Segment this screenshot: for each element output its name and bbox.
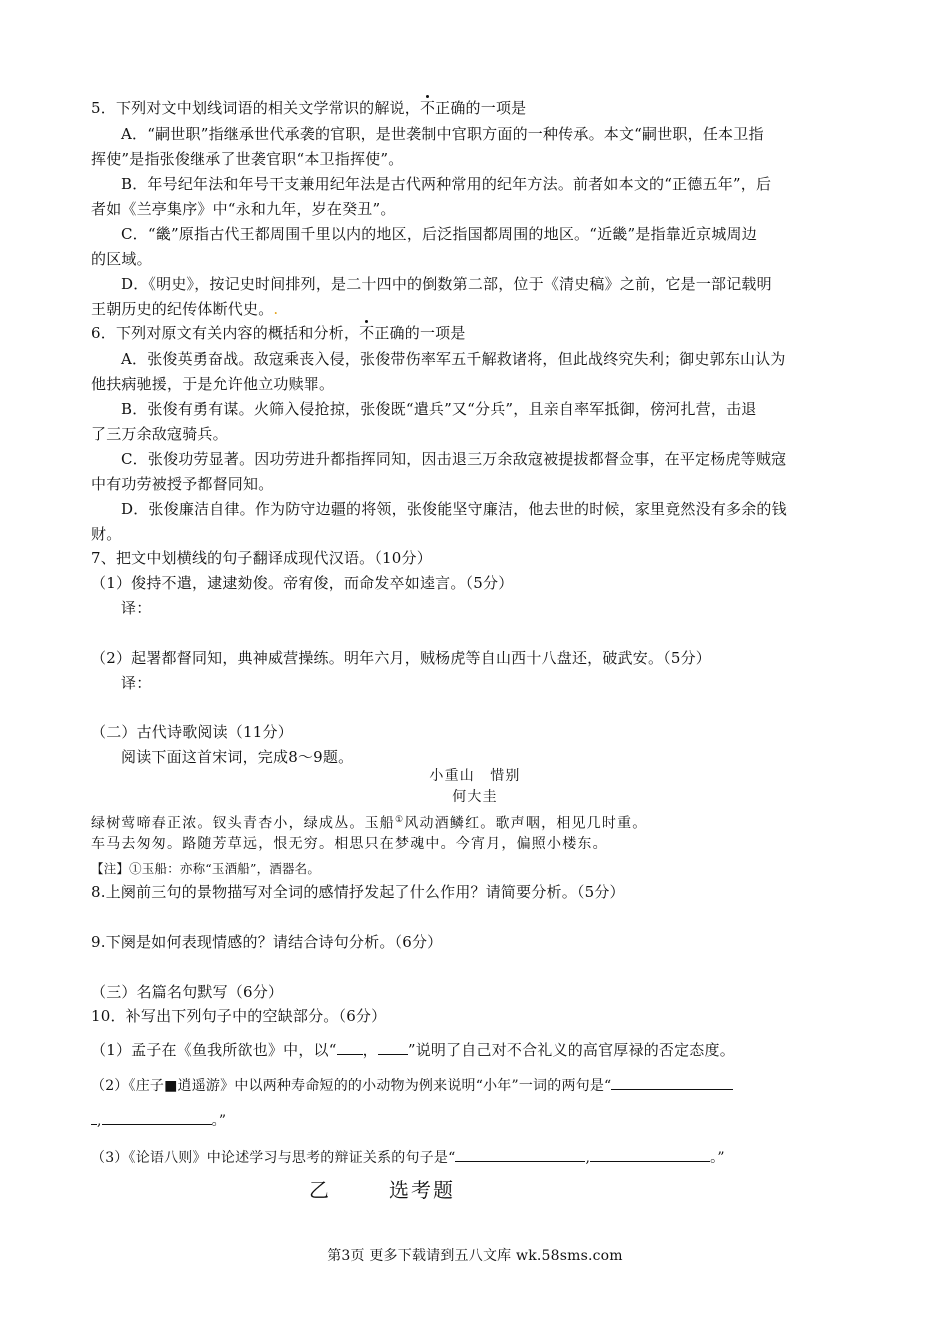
q6-option-c-line1: C．张俊功劳显著。因功劳进升都指挥同知，因击退三万余敌寇被提拔都督佥事，在平定杨虎等贼寇 — [121, 450, 787, 468]
poem-title: 小重山 惜别 — [429, 768, 521, 784]
q5-option-b-line2: 者如《兰亭集序》中“永和九年，岁在癸丑”。 — [91, 200, 396, 218]
q10-blank-2a[interactable] — [611, 1075, 733, 1090]
poem-note: 【注】①玉船：亦称“玉酒船”，酒器名。 — [91, 861, 321, 876]
q7-sentence-2: （2）起署都督同知，典神威营操练。明年六月，贼杨虎等自山西十八盘还，破武安。（5分） — [91, 649, 711, 667]
poem-line-2: 车马去匆匆。路随芳草远，恨无穷。相思只在梦魂中。今宵月，偏照小楼东。 — [91, 836, 608, 852]
q10-blank-1a[interactable] — [337, 1040, 363, 1055]
q10-blank-3a[interactable] — [455, 1147, 585, 1162]
q10-item-3: （3）《论语八则》中论述学习与思考的辩证关系的句子是“ , 。” — [91, 1147, 725, 1168]
q6-option-a-line1: A．张俊英勇奋战。敌寇乘丧入侵，张俊带伤率军五千解救诸将，但此战终究失利；御史郭东山认为 — [121, 350, 786, 368]
poetry-instruction: 阅读下面这首宋词，完成8～9题。 — [121, 748, 354, 766]
q7-translate-label-1: 译： — [121, 599, 152, 617]
q10-blank-2b[interactable] — [102, 1110, 212, 1125]
q5-option-a-line2: 挥使”是指张俊继承了世袭官职“本卫指挥使”。 — [91, 150, 404, 168]
q5-option-c-line1: C．“畿”原指古代王都周围千里以内的地区，后泛指国都周围的地区。“近畿”是指靠近京城周边 — [121, 225, 757, 243]
q6-option-b-line2: 了三万余敌寇骑兵。 — [91, 425, 228, 443]
q10-item-1: （1）孟子在《鱼我所欲也》中，以“ ， ”说明了自己对不合礼义的高官厚禄的否定态度。 — [91, 1041, 735, 1059]
q6-option-d-line1: D．张俊廉洁自律。作为防守边疆的将领，张俊能坚守廉洁，他去世的时候，家里竟然没有多余的钱 — [121, 500, 787, 518]
q10-blank-1b[interactable] — [378, 1040, 408, 1055]
q5-option-d-line1: D．《明史》，按记史时间排列，是二十四中的倒数第二部，位于《清史稿》之前，它是一部记载明 — [121, 275, 772, 293]
question-10-stem: 10．补写出下列句子中的空缺部分。（6分） — [91, 1007, 387, 1025]
poem-line-1: 绿树莺啼春正浓。钗头青杏小，绿成丛。玉船①风动酒鳞红。歌声咽，相见几时重。 — [91, 815, 648, 832]
q6-option-c-line2: 中有功劳被授予都督同知。 — [91, 475, 274, 493]
section-b-title: 选考题 — [389, 1178, 455, 1202]
q5-option-a-line1: A．“嗣世职”指继承世代承袭的官职，是世袭制中官职方面的一种传承。本文“嗣世职，任本卫指 — [121, 125, 764, 143]
q6-option-d-line2: 财。 — [91, 525, 122, 543]
q5-option-d-line2: 王朝历史的纪传体断代史。. — [91, 300, 279, 318]
section-poetry-heading: （二）古代诗歌阅读（11分） — [91, 723, 293, 741]
question-6-stem: 6．下列对原文有关内容的概括和分析，不正确的一项是 — [91, 324, 466, 342]
q5-option-b-line1: B．年号纪年法和年号干支兼用纪年法是古代两种常用的纪年方法。前者如本文的“正德五年”，后 — [121, 175, 772, 193]
q7-sentence-1: （1）俊持不遣，逮逮劾俊。帝宥俊，而命发卒如逵言。（5分） — [91, 574, 514, 592]
section-recitation-heading: （三）名篇名句默写（6分） — [91, 983, 284, 1001]
q5-option-c-line2: 的区域。 — [91, 250, 152, 268]
question-9: 9.下阕是如何表现情感的？请结合诗句分析。（6分） — [91, 933, 443, 951]
q10-item-2-line2: , 。” — [91, 1110, 226, 1131]
question-5-stem: 5．下列对文中划线词语的相关文学常识的解说，不正确的一项是 — [91, 99, 527, 117]
section-b-label: 乙 — [309, 1178, 331, 1202]
page-footer: 第3页 更多下载请到五八文库 wk.58sms.com — [327, 1248, 623, 1264]
q6-option-a-line2: 他扶病驰援，于是允许他立功赎罪。 — [91, 375, 335, 393]
q10-item-2-line1: （2）《庄子■逍遥游》中以两种寿命短的的小动物为例来说明“小年”一词的两句是“ — [91, 1075, 733, 1096]
q7-translate-label-2: 译： — [121, 674, 152, 692]
q6-option-b-line1: B．张俊有勇有谋。火筛入侵抢掠，张俊既“遣兵”又“分兵”，且亲自率军抵御，傍河扎营，击退 — [121, 400, 757, 418]
q10-blank-3b[interactable] — [590, 1147, 710, 1162]
question-8: 8.上阕前三句的景物描写对全词的感情抒发起了什么作用？请简要分析。（5分） — [91, 883, 625, 901]
poem-author: 何大圭 — [452, 789, 498, 805]
question-7-stem: 7、把文中划横线的句子翻译成现代汉语。（10分） — [91, 549, 432, 567]
